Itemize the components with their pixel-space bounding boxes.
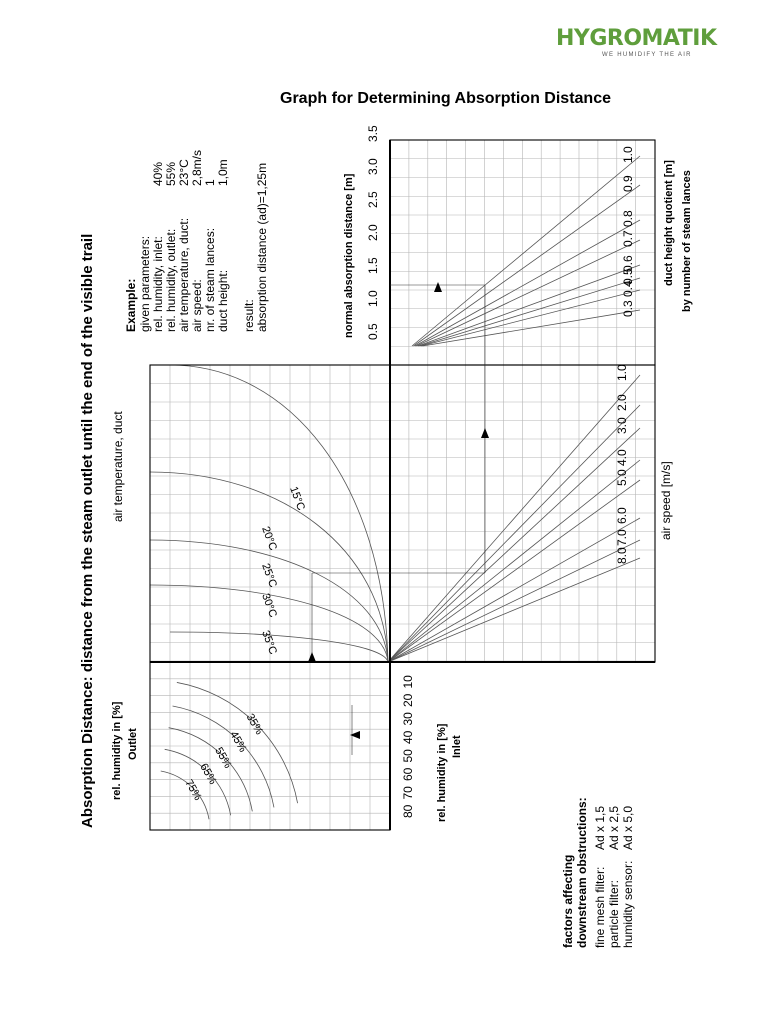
- duct-quotient-line: [414, 185, 641, 346]
- chart-curves: [150, 156, 640, 819]
- duct-quotient-line-label: 0.3: [621, 300, 635, 317]
- factor-value: Ad x 5,0: [621, 805, 635, 850]
- factor-label: particle filter:: [607, 879, 621, 948]
- factor-label: humidity sensor:: [621, 860, 635, 948]
- humidity-curve-label: 45%: [227, 729, 249, 755]
- temperature-curve-label: 25°C: [259, 561, 279, 590]
- logo-wordmark: HYGROMATIK: [556, 26, 717, 51]
- example-param-value: 55%: [164, 161, 178, 186]
- air-speed-line-label: 1.0: [615, 364, 629, 381]
- example-param-value: 40%: [151, 161, 165, 186]
- air-speed-line: [388, 558, 640, 662]
- air-speed-line: [388, 428, 640, 662]
- humidity-tick-label: 20: [401, 693, 415, 707]
- absorption-distance-tick-label: 3.5: [366, 125, 380, 142]
- absorption-distance-tick-label: 3.0: [366, 158, 380, 175]
- humidity-tick-label: 70: [401, 786, 415, 800]
- temperature-curve-label: 30°C: [259, 591, 279, 620]
- air-speed-line-label: 2.0: [615, 394, 629, 411]
- temperature-curve-label: 35°C: [259, 628, 279, 657]
- air-speed-line-label: 3.0: [615, 417, 629, 434]
- factor-value: Ad x 1,5: [593, 805, 607, 850]
- absorption-distance-tick-label: 1.0: [366, 290, 380, 307]
- duct-quotient-line-label: 0.4: [621, 280, 635, 297]
- factors-title: factors affecting: [561, 854, 575, 948]
- air-speed-line-label: 5.0: [615, 469, 629, 486]
- humidity-tick-label: 50: [401, 749, 415, 763]
- example-param-value: 1: [203, 179, 217, 186]
- example-param-label: rel. humidity, outlet:: [164, 228, 178, 332]
- humidity-tick-label: 10: [401, 675, 415, 689]
- temperature-curve: [170, 365, 388, 662]
- temperature-curve-label: 20°C: [259, 524, 279, 553]
- temperature-curve: [170, 632, 388, 662]
- humidity-tick-label: 30: [401, 712, 415, 726]
- side-title: Absorption Distance: distance from the steam outlet until the end of the visible trail: [79, 233, 96, 828]
- air-speed-line: [388, 405, 640, 662]
- humidity-tick-label: 40: [401, 730, 415, 744]
- air-speed-line: [388, 540, 640, 662]
- example-param-value: 1,0m: [216, 159, 230, 186]
- example-param-value: 2,8m/s: [190, 149, 204, 186]
- example-param-label: rel. humidity, inlet:: [151, 236, 165, 332]
- humidity-tick-label: 80: [401, 804, 415, 818]
- example-arrow: [308, 652, 316, 662]
- humidity-curve-label: 75%: [182, 777, 204, 803]
- factor-label: fine mesh filter:: [593, 866, 607, 948]
- example-arrow: [434, 282, 442, 292]
- air-speed-line: [388, 480, 640, 662]
- humidity-outlet-axis-title: rel. humidity in [%]: [111, 701, 123, 800]
- factors-subtitle: downstream obstructions:: [575, 797, 589, 948]
- factor-value: Ad x 2,5: [607, 805, 621, 850]
- example-param-label: nr. of steam lances:: [203, 227, 217, 332]
- duct-quotient-line-label: 1.0: [621, 146, 635, 163]
- humidity-inlet-axis-title: rel. humidity in [%]: [436, 723, 448, 822]
- humidity-curve-label: 35%: [243, 711, 266, 737]
- absorption-distance-tick-label: 2.5: [366, 191, 380, 208]
- example-param-label: air temperature, duct:: [177, 217, 191, 332]
- absorption-distance-tick-label: 2.0: [366, 224, 380, 241]
- air-speed-axis-title: air speed [m/s]: [659, 461, 673, 540]
- duct-quotient-line: [418, 265, 640, 346]
- chart-labels: [79, 125, 693, 948]
- duct-quotient-line: [417, 240, 641, 346]
- humidity-curve-label: 65%: [197, 761, 219, 787]
- example-result-label: result:: [242, 299, 256, 332]
- example-param-label: air speed:: [190, 279, 204, 332]
- absorption-distance-tick-label: 1.5: [366, 257, 380, 274]
- chart-grid: [150, 140, 655, 830]
- air-speed-line: [388, 460, 640, 662]
- air-speed-line: [388, 518, 640, 662]
- duct-quotient-axis-sub: by number of steam lances: [681, 170, 693, 312]
- absorption-distance-axis-title: normal absorption distance [m]: [343, 173, 355, 338]
- duct-quotient-line-label: 0.8: [621, 210, 635, 227]
- duct-quotient-axis-title: duct height quotient [m]: [663, 160, 675, 286]
- air-speed-line-label: 4.0: [615, 449, 629, 466]
- example-arrow: [350, 731, 360, 739]
- example-result-value: absorption distance (ad)=1,25m: [255, 162, 269, 332]
- example-arrow: [481, 428, 489, 438]
- duct-quotient-line-label: 0.5: [621, 268, 635, 285]
- duct-quotient-line-label: 0.6: [621, 255, 635, 272]
- humidity-inlet-axis-sub: Inlet: [451, 735, 463, 758]
- humidity-tick-label: 60: [401, 767, 415, 781]
- air-speed-line-label: 7.0: [615, 529, 629, 546]
- example-param-label: duct height:: [216, 269, 230, 332]
- duct-quotient-line: [415, 220, 640, 346]
- humidity-outlet-axis-sub: Outlet: [127, 728, 139, 760]
- duct-quotient-line-label: 0.9: [621, 175, 635, 192]
- example-param-value: 23°C: [177, 159, 191, 186]
- duct-quotient-line: [421, 290, 640, 346]
- duct-quotient-line: [412, 156, 640, 346]
- logo-tagline: WE HUMIDIFY THE AIR: [602, 52, 692, 58]
- duct-quotient-line-label: 0.7: [621, 230, 635, 247]
- example-title: Example:: [124, 278, 138, 332]
- example-path: [308, 282, 489, 755]
- absorption-distance-tick-label: 0.5: [366, 323, 380, 340]
- temperature-axis-title: air temperature, duct: [111, 411, 125, 522]
- air-speed-line-label: 8.0: [615, 547, 629, 564]
- humidity-curve-label: 55%: [212, 745, 234, 771]
- example-given-label: given parameters:: [138, 235, 152, 332]
- air-speed-line: [388, 375, 640, 662]
- page-title: Graph for Determining Absorption Distance: [280, 90, 611, 107]
- temperature-curve-label: 15°C: [287, 484, 307, 513]
- air-speed-line-label: 6.0: [615, 507, 629, 524]
